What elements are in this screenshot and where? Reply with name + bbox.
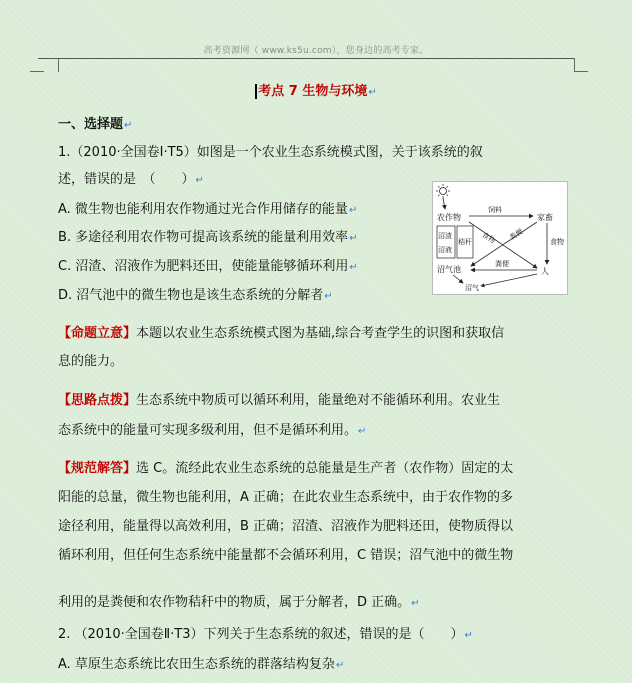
q1-option-a (58, 202, 357, 219)
q1-option-c-text: C. 沼渣、沼液作为肥料还田，使能量能够循环利用 (58, 259, 349, 274)
paragraph-mark-icon: ↵ (464, 630, 473, 641)
feed-label: 饲料 (488, 206, 502, 214)
sun-icon (436, 184, 450, 198)
food-label-1: 食物 (480, 230, 497, 246)
intent-label: 【命题立意】 (58, 326, 137, 341)
residue-label: 沼渣 (438, 232, 452, 240)
hint-line1 (58, 393, 500, 409)
q1-stem-line1: 1.（2010·全国卷Ⅰ·T5）如图是一个农业生态系统模式图，关于该系统的叙 (58, 145, 483, 160)
ecosystem-diagram-svg (433, 182, 567, 294)
intent-line1-text: 本题以农业生态系统模式图为基础,综合考查学生的识图和获取信 (136, 326, 505, 341)
food-label-2: 食物 (550, 238, 564, 246)
q2-stem-text: 2. （2010·全国卷Ⅱ·T3）下列关于生态系统的叙述，错误的是（ ） (58, 627, 464, 642)
livestock-label: 家畜 (537, 213, 553, 222)
biogas-human-arrow (481, 274, 537, 286)
paragraph-mark-icon: ↵ (124, 120, 133, 131)
digester-label: 沼气池 (437, 265, 461, 274)
answer-line1-text: 选 C。流经此农业生态系统的总能量是生产者（农作物）固定的太 (136, 461, 514, 476)
hint-label: 【思路点拨】 (58, 393, 137, 408)
manure-label-1: 粪便 (508, 227, 525, 242)
biogas-label: 沼气 (465, 284, 479, 292)
answer-line4: 循环利用，但任何生态系统中能量都不会循环利用，C 错误；沼气池中的微生物 (58, 548, 514, 563)
paragraph-mark-icon: ↵ (348, 205, 358, 216)
q1-stem-line2-text: 述，错误的是 （ ） (58, 172, 195, 187)
hint-line2-text: 态系统中的能量可实现多级利用，但不是循环利用。 (58, 423, 358, 438)
section-heading (58, 117, 132, 134)
intent-line2-text: 息的能力。 (58, 354, 124, 369)
answer-line5-text: 利用的是粪便和农作物秸秆中的物质，属于分解者，D 正确。 (58, 595, 411, 610)
header-note: 高考资源网（ www.ks5u.com），您身边的高考专家。 (203, 46, 429, 56)
page-corner-right (574, 58, 589, 72)
paragraph-mark-icon: ↵ (335, 660, 345, 671)
q1-option-d (58, 288, 333, 305)
answer-line5 (58, 595, 420, 612)
answer-label: 【规范解答】 (58, 461, 137, 476)
hint-line1-text: 生态系统中物质可以循环利用，能量绝对不能循环利用。农业生 (136, 393, 501, 408)
q1-stem-line2 (58, 172, 204, 189)
ecosystem-diagram (432, 181, 568, 295)
paragraph-mark-icon: ↵ (195, 175, 204, 186)
paragraph-mark-icon: ↵ (349, 262, 358, 273)
paragraph-mark-icon: ↵ (411, 598, 420, 609)
paragraph-mark-icon: ↵ (368, 87, 377, 98)
sun-arrow (443, 198, 445, 209)
manure-label-2: 粪便 (495, 260, 509, 268)
page-corner-right-h (574, 71, 588, 72)
q2-option-a-text: A. 草原生态系统比农田生态系统的群落结构复杂 (58, 657, 335, 672)
page-title-text: 考点 7 生物与环境 (258, 84, 368, 99)
liquid-label: 沼液 (438, 246, 452, 254)
paragraph-mark-icon: ↵ (358, 426, 367, 437)
answer-line3: 途径利用，能量得以高效利用，B 正确；沼渣、沼液作为肥料还田，使物质得以 (58, 519, 514, 534)
q1-option-b (58, 230, 358, 247)
q2-stem (58, 627, 473, 644)
page-corner-left (44, 58, 59, 72)
human-label: 人 (541, 267, 549, 276)
answer-line2: 阳能的总量，微生物也能利用，A 正确；在此农业生态系统中，由于农作物的多 (58, 490, 514, 505)
hint-line2 (58, 423, 366, 440)
q1-option-b-text: B. 多途径利用农作物可提高该系统的能量利用效率 (58, 230, 349, 245)
straw-label: 秸秆 (458, 238, 472, 246)
intent-line1 (58, 326, 504, 342)
q1-option-c (58, 259, 358, 276)
answer-line1 (58, 461, 513, 477)
q2-option-a (58, 657, 344, 674)
crop-label: 农作物 (437, 213, 461, 222)
paragraph-mark-icon: ↵ (324, 291, 333, 302)
section-heading-text: 一、选择题 (58, 117, 124, 132)
intent-line2 (58, 354, 123, 370)
page-title (0, 80, 632, 99)
paragraph-mark-icon: ↵ (349, 233, 358, 244)
page-corner-left-h (30, 71, 44, 72)
biogas-arrow (453, 275, 463, 283)
header-rule (38, 58, 574, 59)
q1-option-a-text: A. 微生物也能利用农作物通过光合作用储存的能量 (58, 202, 348, 217)
q1-option-d-text: D. 沼气池中的微生物也是该生态系统的分解者 (58, 288, 324, 303)
